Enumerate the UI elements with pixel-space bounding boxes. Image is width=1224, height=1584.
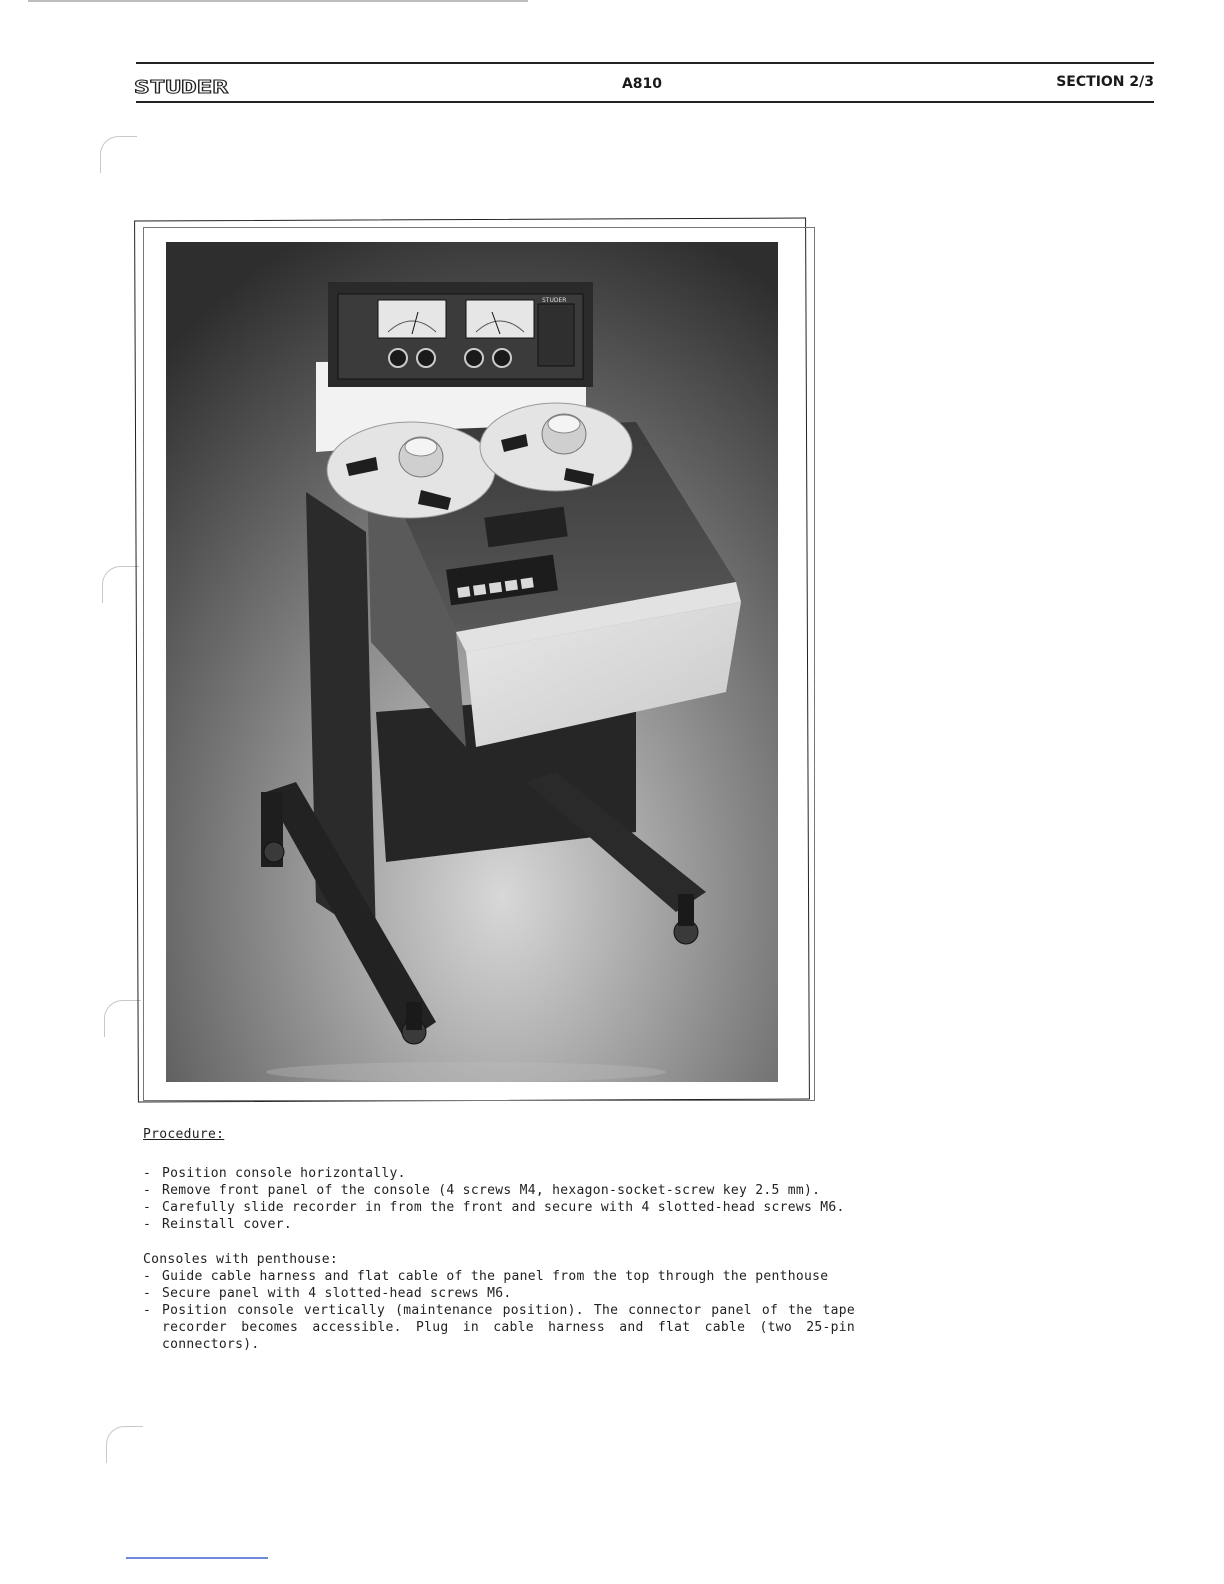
punch-hole-mark	[104, 1000, 141, 1037]
procedure-heading: Procedure:	[143, 1127, 225, 1142]
procedure-step: - Carefully slide recorder in from the front and secure with 4 slotted-head screws M6.	[143, 1199, 855, 1216]
procedure-step: - Remove front panel of the console (4 screws M4, hexagon-socket-screw key 2.5 mm).	[143, 1182, 855, 1199]
reel-left	[327, 422, 495, 518]
model-title: A810	[621, 76, 663, 92]
penthouse-step: - Guide cable harness and flat cable of the panel from the top through the penthouse	[143, 1268, 855, 1285]
section-label: SECTION 2/3	[1056, 74, 1154, 90]
vu-meter-right	[466, 300, 534, 338]
penthouse-heading: Consoles with penthouse:	[143, 1252, 339, 1267]
svg-text:STUDER: STUDER	[542, 297, 567, 304]
penthouse-step: - Position console vertically (maintenance position). The connector panel of the tape recorder becomes accessible. Plug in cable harness and flat cable (two 25-pin connectors).	[143, 1302, 855, 1353]
svg-text:STUDER: STUDER	[134, 77, 229, 97]
procedure-step: - Position console horizontally.	[143, 1165, 855, 1182]
header-rule-top	[136, 62, 1154, 64]
punch-hole-mark	[100, 136, 137, 173]
punch-hole-mark	[106, 1426, 143, 1463]
reel-right	[480, 403, 632, 491]
header-rule-bottom	[136, 101, 1154, 103]
scan-edge	[28, 0, 528, 2]
scan-margin-mark	[126, 1557, 268, 1559]
procedure-text	[143, 1126, 855, 1353]
studer-logo	[134, 77, 230, 97]
penthouse-step: - Secure panel with 4 slotted-head screws M6.	[143, 1285, 855, 1302]
punch-hole-mark	[102, 566, 139, 603]
console-photo	[166, 242, 778, 1082]
procedure-step: - Reinstall cover.	[143, 1216, 855, 1233]
